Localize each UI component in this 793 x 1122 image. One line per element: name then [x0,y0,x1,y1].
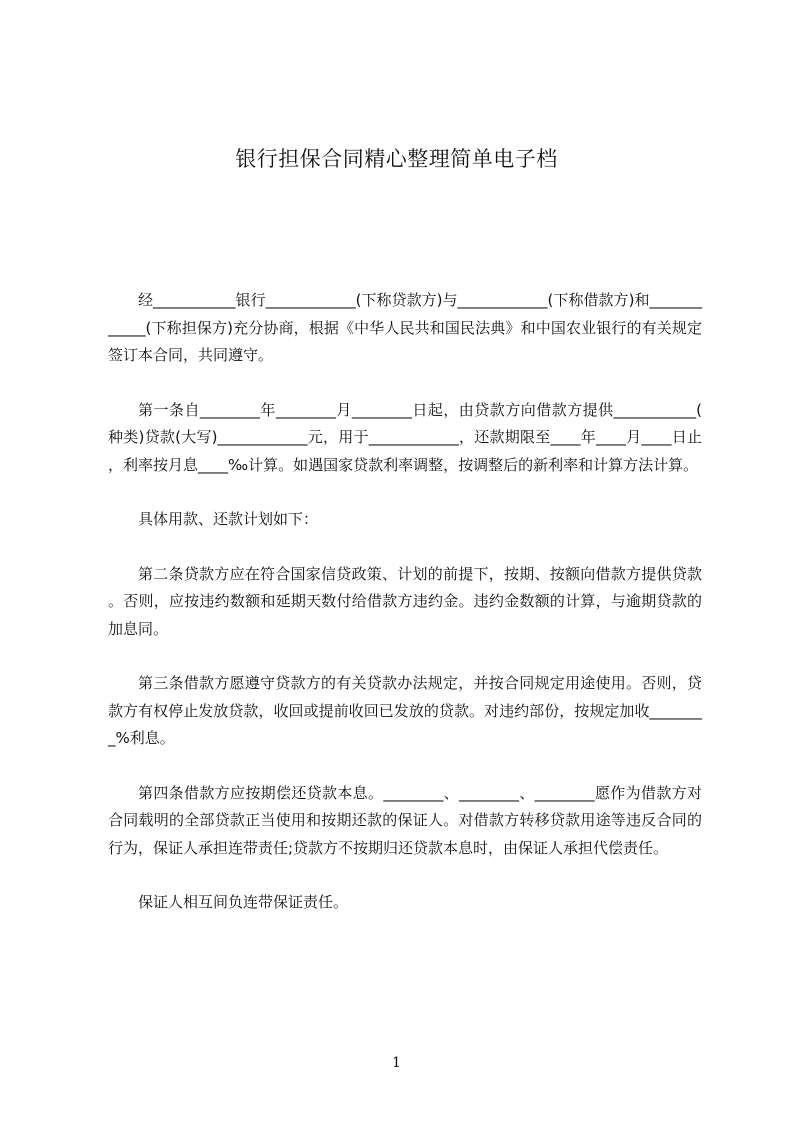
paragraph-repayment-plan: 具体用款、还款计划如下： [138,510,319,528]
paragraph-preamble: 经___________银行____________(下称贷款方)与____________(下称借款方)和____________(下称担保方)充分协商，根据《中华人民共和国民法典》和中国农业银行的有关规定签订本合同，共同遵守。 [108,291,702,364]
paragraph-article-2: 第二条贷款方应在符合国家信贷政策、计划的前提下，按期、按额向借款方提供贷款。否则，应按违约数额和延期天数付给借款方违约金。违约金数额的计算，与逾期贷款的加息同。 [108,564,702,638]
paragraph-article-1: 第一条自________年________月________日起，由贷款方向借款方提供___________(种类)贷款(大写)____________元，用于____________，还款期限至____年____月____日止，利率按月息____‰计算。如遇国家贷款利率调整，按调整后的新利率和计算方法计算。 [108,400,702,474]
document-body [108,287,702,917]
document-title: 银行担保合同精心整理简单电子档 [235,147,558,171]
paragraph-guarantor-liability: 保证人相互间负连带保证责任。 [138,893,349,911]
paragraph-article-3: 第三条借款方愿遵守贷款方的有关贷款办法规定，并按合同规定用途使用。否则，贷款方有权停止发放贷款，收回或提前收回已发放的贷款。对违约部份，按规定加收________%利息。 [108,674,702,747]
paragraph-article-4: 第四条借款方应按期偿还贷款本息。________、________、________愿作为借款方对合同载明的全部贷款正当使用和按期还款的保证人。对借款方转移贷款用途等违反合同的行为，保证人承担连带责任;贷款方不按期归还贷款本息时，由保证人承担代偿责任。 [108,783,702,857]
page-number: 1 [392,1055,401,1071]
